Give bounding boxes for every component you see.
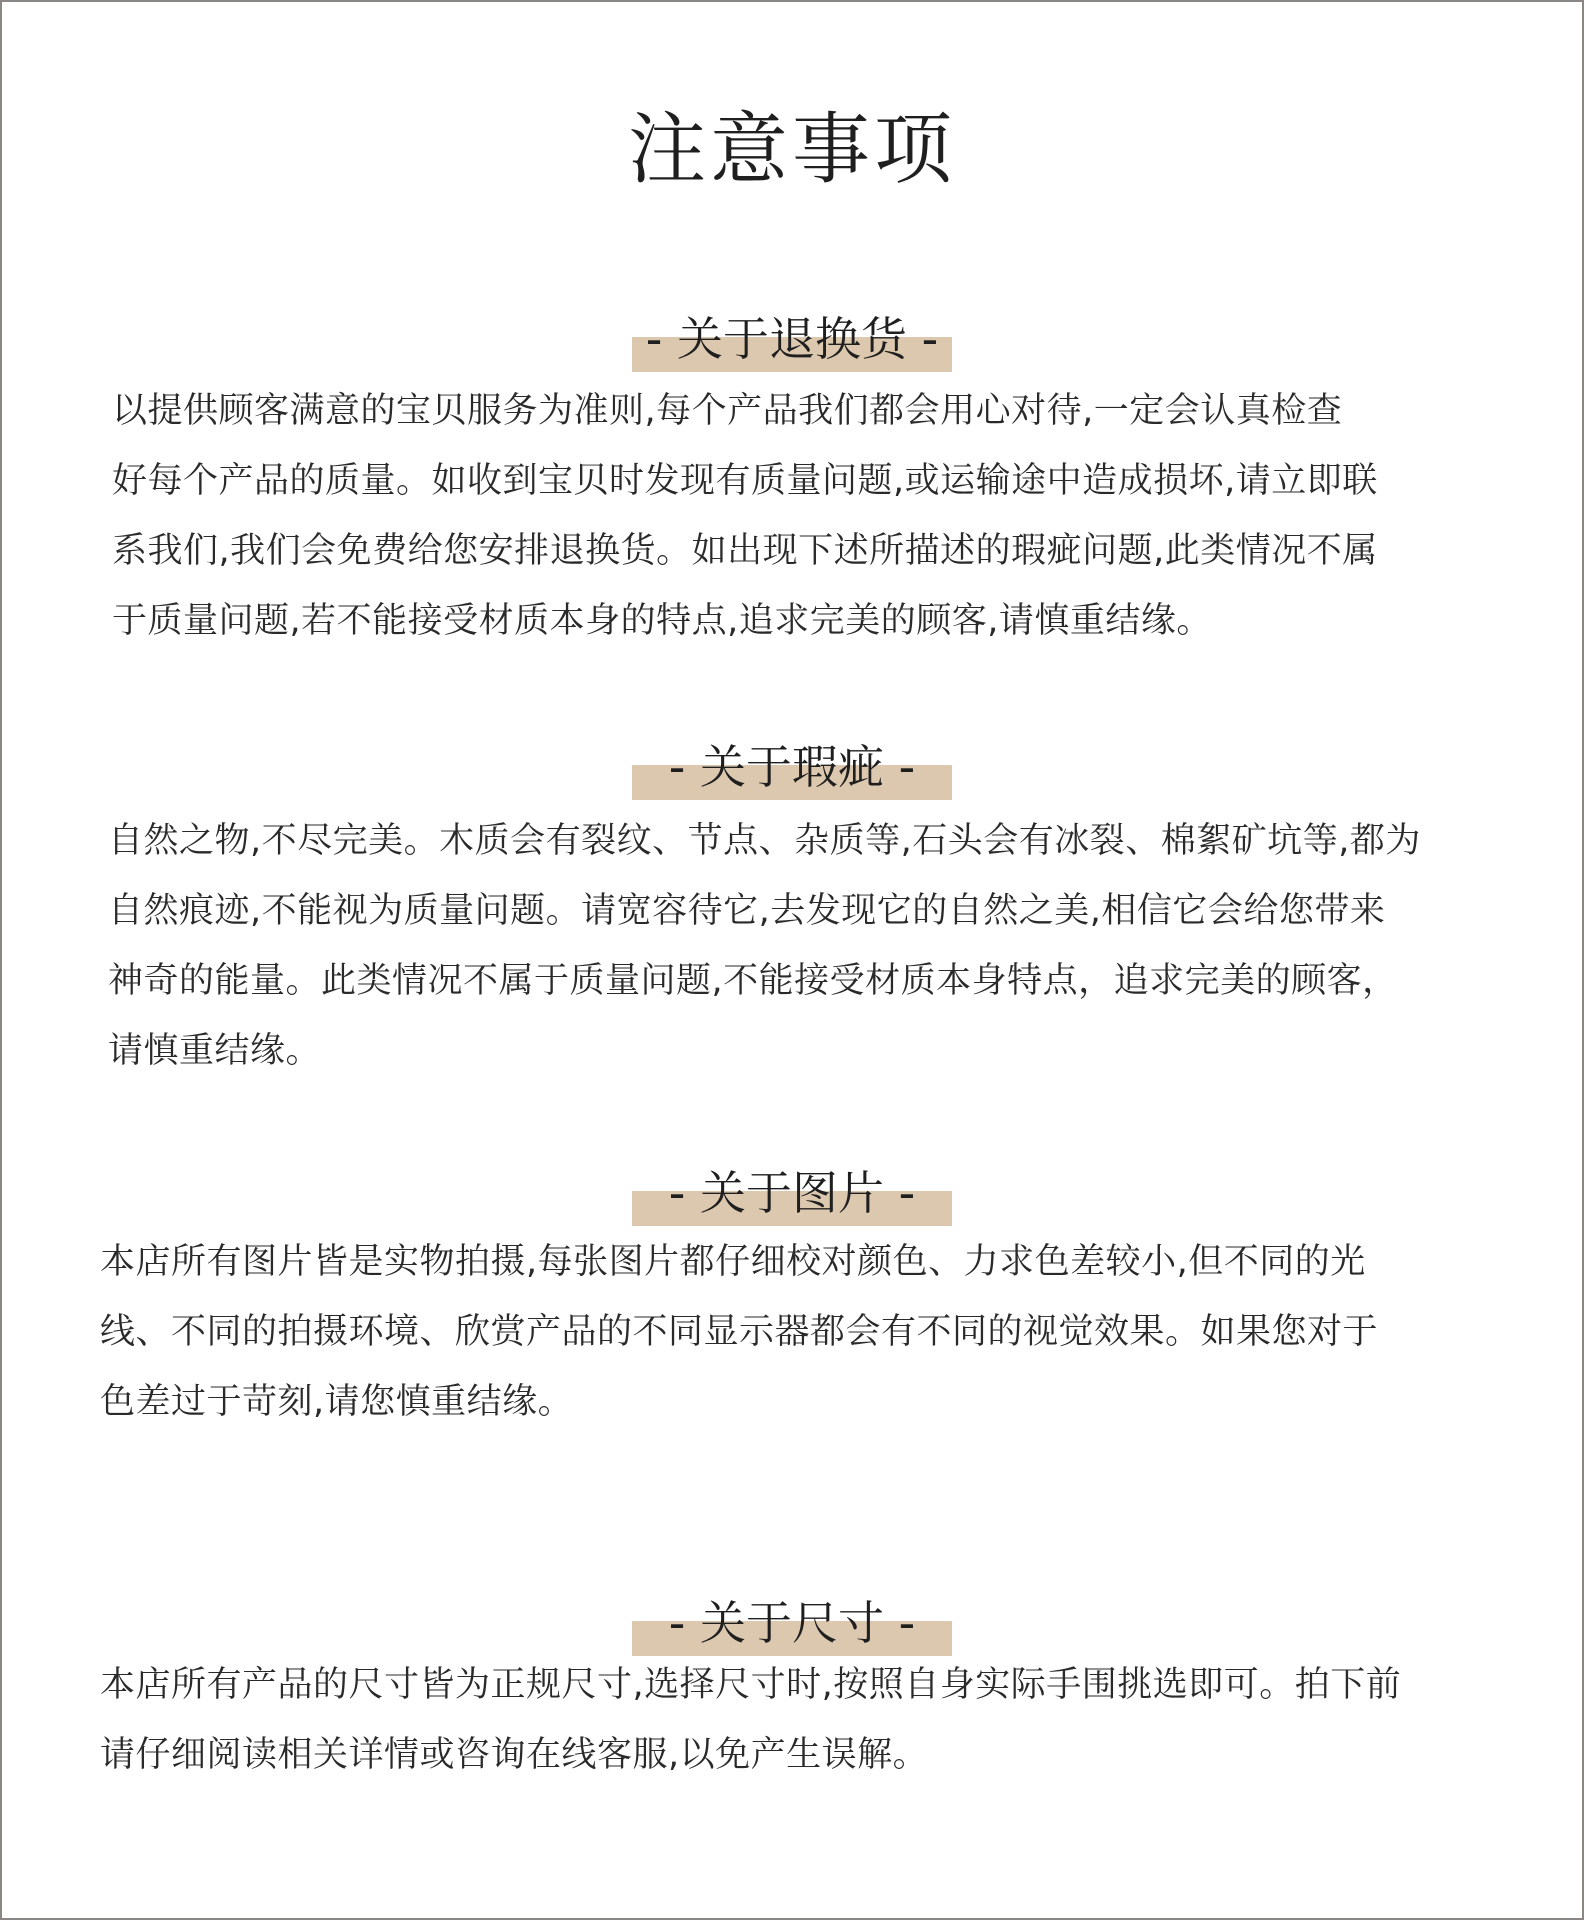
- body-line: 自然之物,不尽完美。木质会有裂纹、节点、杂质等,石头会有冰裂、棉絮矿坑等,都为: [108, 821, 1421, 861]
- body-line: 本店所有产品的尺寸皆为正规尺寸,选择尺寸时,按照自身实际手围挑选即可。拍下前: [100, 1665, 1402, 1705]
- body-line: 本店所有图片皆是实物拍摄,每张图片都仔细校对颜色、力求色差较小,但不同的光: [100, 1242, 1366, 1282]
- body-line: 好每个产品的质量。如收到宝贝时发现有质量问题,或运输途中造成损坏,请立即联: [112, 461, 1378, 501]
- section-body-returns: [112, 376, 1378, 656]
- body-line: 于质量问题,若不能接受材质本身的特点,追求完美的顾客,请慎重结缘。: [112, 601, 1212, 641]
- section-body-sizes: [100, 1650, 1401, 1790]
- section-heading-returns: [632, 310, 952, 372]
- body-line: 色差过于苛刻,请您慎重结缘。: [100, 1382, 574, 1422]
- section-heading-text: - 关于图片 -: [668, 1166, 916, 1220]
- section-heading-photos: [632, 1164, 952, 1226]
- page-title: 注意事项: [627, 105, 956, 195]
- body-line: 请慎重结缘。: [108, 1031, 322, 1071]
- body-line: 系我们,我们会免费给您安排退换货。如出现下述所描述的瑕疵问题,此类情况不属: [112, 531, 1378, 571]
- section-body-flaws: [108, 806, 1421, 1086]
- section-heading-text: - 关于瑕疵 -: [668, 740, 916, 794]
- section-body-photos: [100, 1227, 1378, 1437]
- section-heading-text: - 关于退换货 -: [645, 312, 939, 366]
- body-line: 以提供顾客满意的宝贝服务为准则,每个产品我们都会用心对待,一定会认真检查: [112, 391, 1343, 431]
- body-line: 线、不同的拍摄环境、欣赏产品的不同显示器都会有不同的视觉效果。如果您对于: [100, 1312, 1379, 1352]
- section-heading-flaws: [632, 738, 952, 800]
- body-line: 神奇的能量。此类情况不属于质量问题,不能接受材质本身特点，追求完美的顾客，: [108, 961, 1398, 1001]
- section-heading-sizes: [632, 1594, 952, 1656]
- body-line: 自然痕迹,不能视为质量问题。请宽容待它,去发现它的自然之美,相信它会给您带来: [108, 891, 1386, 931]
- section-heading-text: - 关于尺寸 -: [668, 1596, 916, 1650]
- body-line: 请仔细阅读相关详情或咨询在线客服,以免产生误解。: [100, 1735, 929, 1775]
